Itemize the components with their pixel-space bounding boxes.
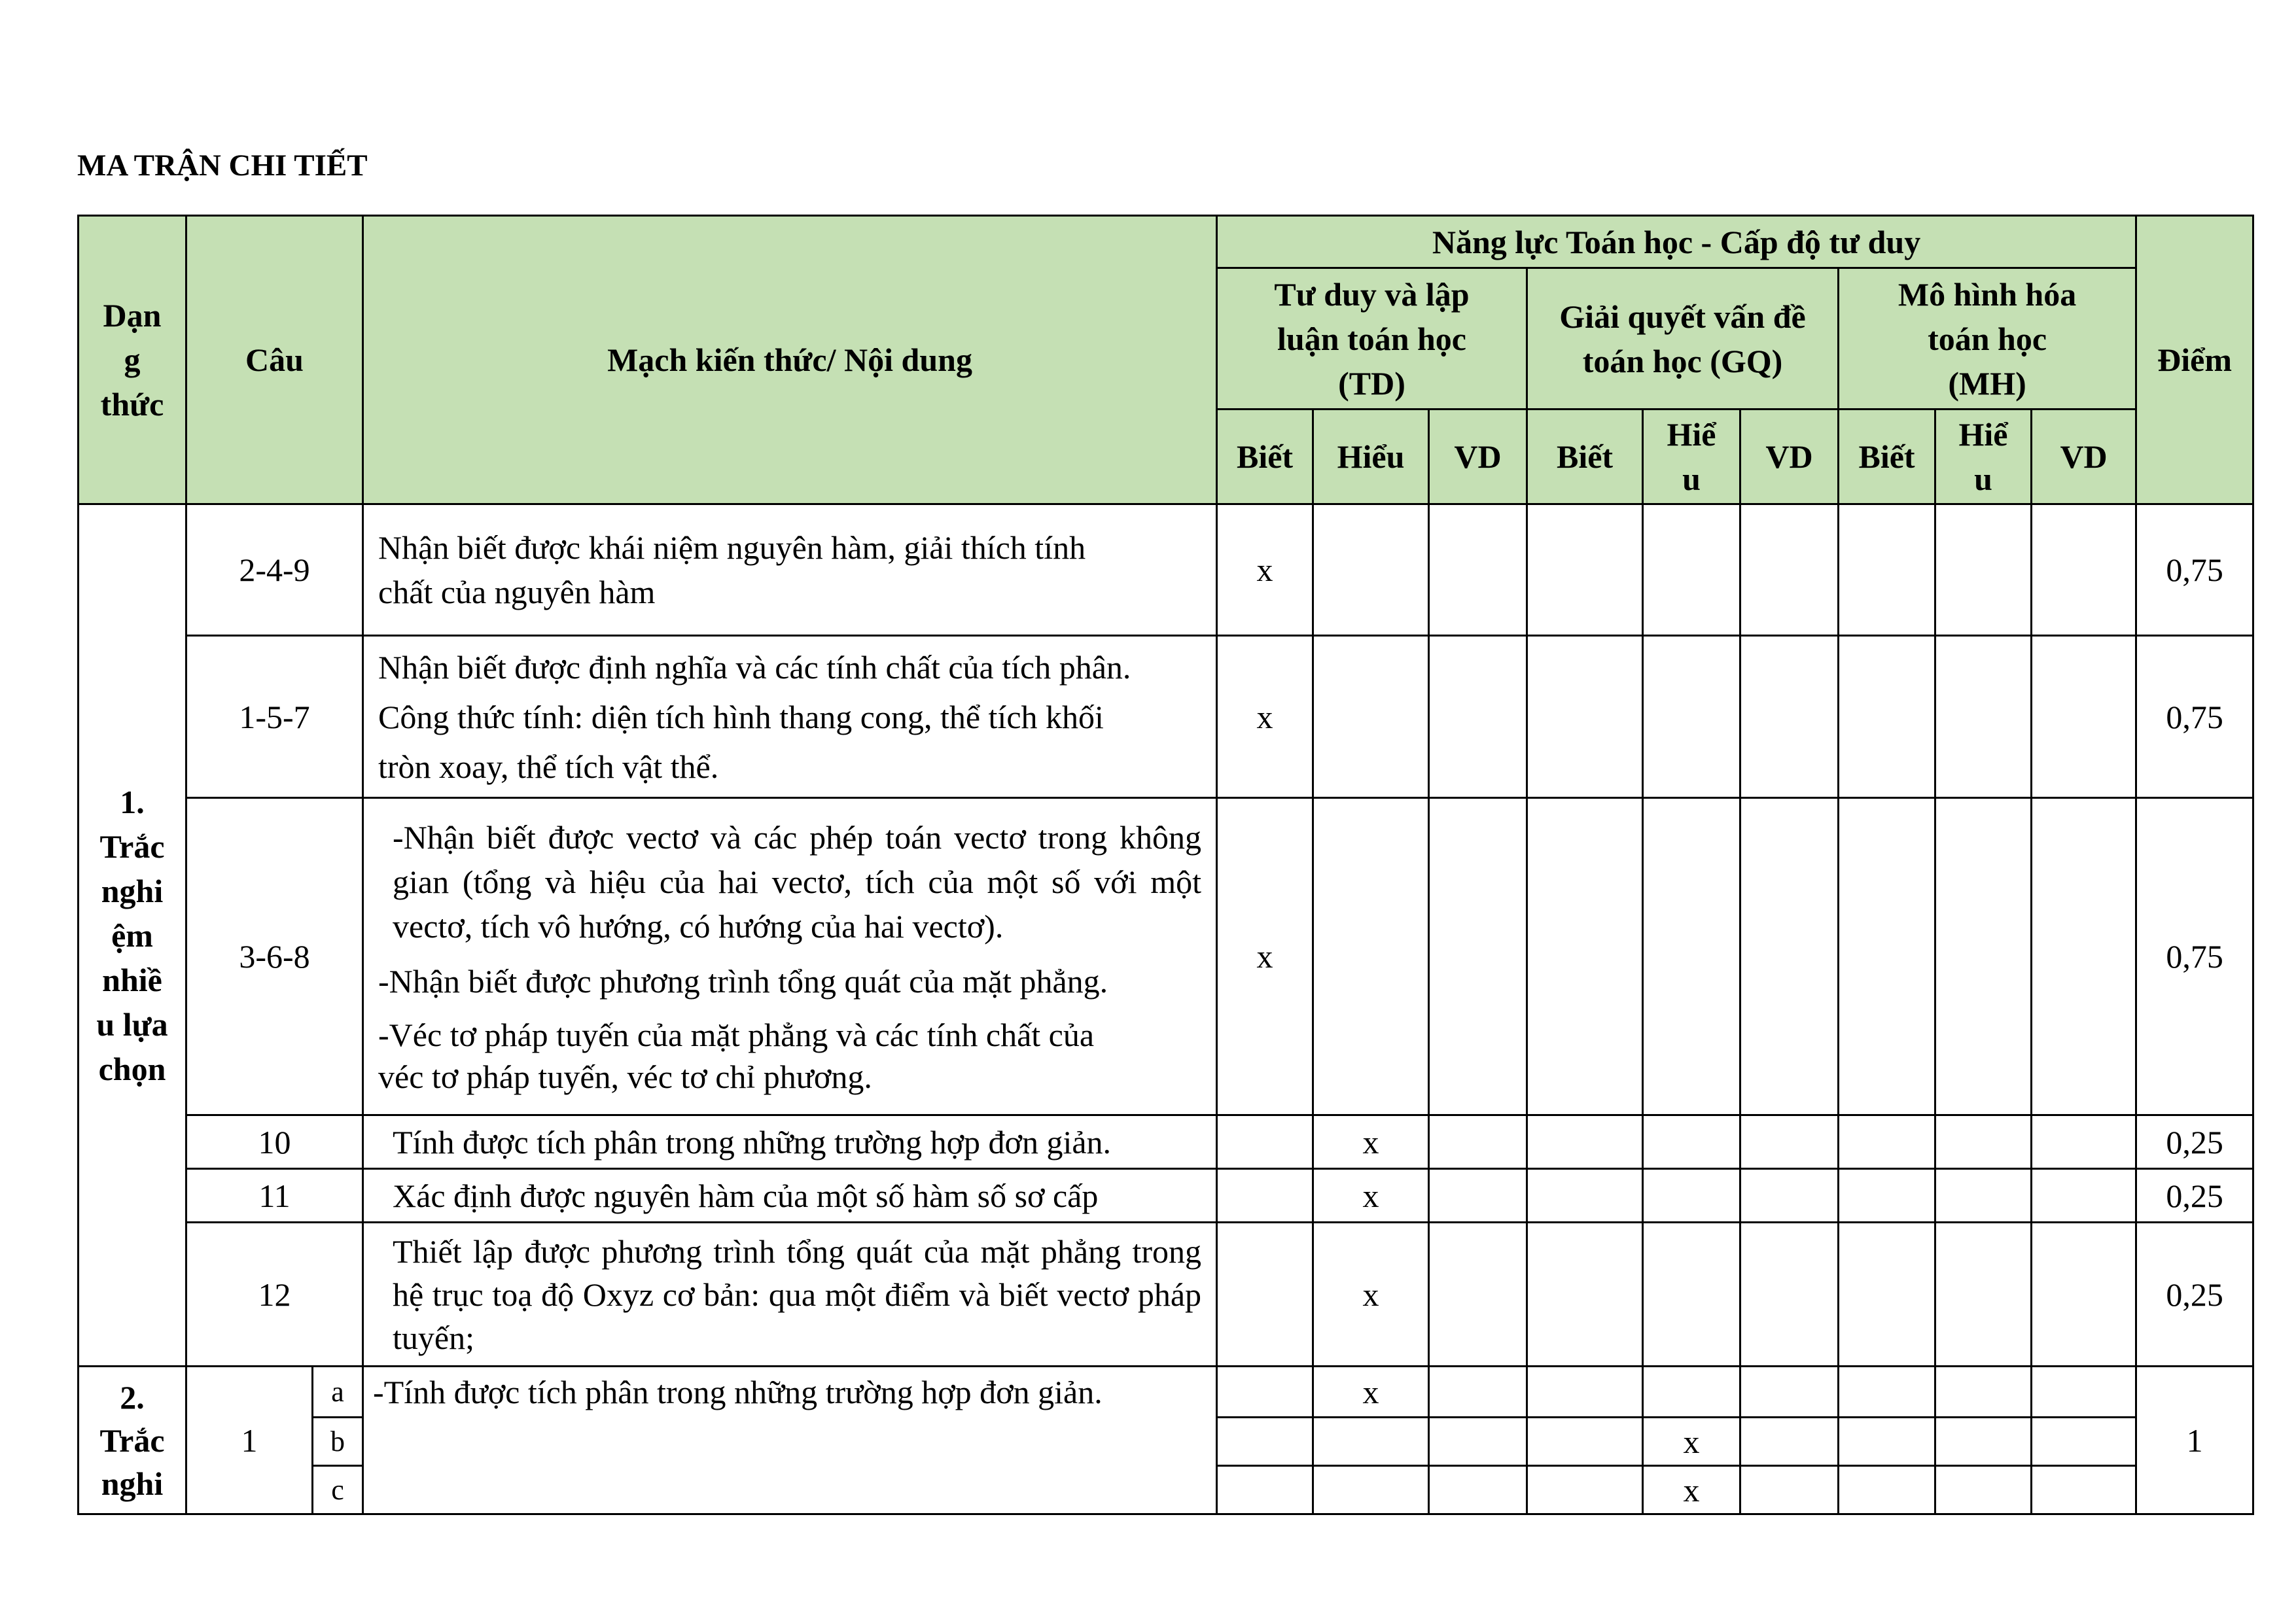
content-cell: Nhận biết được định nghĩa và các tính chất của tích phân. Công thức tính: diện tích hình thang cong, thể tích khối tròn xoay, thể tích vật thể. (363, 636, 1217, 798)
mark-cell: x (1643, 1466, 1740, 1514)
header-diem: Điểm (2136, 216, 2253, 504)
header-td-biet: Biết (1217, 410, 1313, 504)
table-row (79, 636, 2253, 798)
content-cell: Thiết lập được phương trình tổng quát của mặt phẳng trong hệ trục toạ độ Oxyz cơ bản: qua một điểm và biết vectơ pháp tuyến; (363, 1223, 1217, 1367)
page-title: MA TRẬN CHI TIẾT (77, 148, 368, 183)
cau-cell: 10 (186, 1115, 363, 1169)
cau-cell: 2-4-9 (186, 504, 363, 636)
content-cell: Nhận biết được khái niệm nguyên hàm, giải thích tính chất của nguyên hàm (363, 504, 1217, 636)
header-td-hieu: Hiểu (1313, 410, 1429, 504)
table-row (79, 1169, 2253, 1223)
header-gq-hieu: Hiể u (1643, 410, 1740, 504)
content-cell: Tính được tích phân trong những trường hợp đơn giản. (363, 1115, 1217, 1169)
header-nang-luc: Năng lực Toán học - Cấp độ tư duy (1217, 216, 2136, 268)
mark-cell: x (1643, 1418, 1740, 1466)
cau-cell: 1-5-7 (186, 636, 363, 798)
content-cell: -Nhận biết được vectơ và các phép toán vectơ trong không gian (tổng và hiệu của hai vectơ, tích của một số với một vectơ, tích vô hướng, có hướng của hai vectơ). -Nhận biết được phương trình tổng quát của mặt phẳng. -Véc tơ pháp tuyến của mặt phẳng và các tính chất của véc tơ pháp tuyến, véc tơ chỉ phương. (363, 798, 1217, 1115)
section-1-label: 1. Trắc nghi ệm nhiề u lựa chọn (79, 504, 186, 1367)
mark-cell: x (1313, 1115, 1429, 1169)
header-mh-hieu: Hiể u (1935, 410, 2032, 504)
header-group-td: Tư duy và lập luận toán học (TD) (1217, 268, 1527, 410)
sub-item-c: c (313, 1466, 363, 1514)
header-dang-thuc: Dạn g thức (79, 216, 186, 504)
header-mh-biet: Biết (1839, 410, 1935, 504)
header-group-gq: Giải quyết vấn đề toán học (GQ) (1527, 268, 1839, 410)
mark-cell: x (1217, 504, 1313, 636)
sub-item-a: a (313, 1367, 363, 1418)
mark-cell: x (1313, 1367, 1429, 1418)
diem-cell: 0,25 (2136, 1223, 2253, 1367)
header-td-vd: VD (1429, 410, 1527, 504)
header-group-mh: Mô hình hóa toán học (MH) (1839, 268, 2136, 410)
table-row (79, 1115, 2253, 1169)
detail-matrix-table (77, 215, 2254, 1515)
cau-cell: 12 (186, 1223, 363, 1367)
mark-cell: x (1217, 636, 1313, 798)
cau-cell: 1 (186, 1367, 313, 1514)
mark-cell: x (1313, 1223, 1429, 1367)
header-gq-vd: VD (1740, 410, 1839, 504)
table-row (79, 504, 2253, 636)
cau-cell: 3-6-8 (186, 798, 363, 1115)
table-row (79, 1367, 2253, 1418)
header-cau: Câu (186, 216, 363, 504)
diem-cell: 0,25 (2136, 1115, 2253, 1169)
diem-cell: 0,25 (2136, 1169, 2253, 1223)
table-row (79, 798, 2253, 1115)
section-2-label: 2. Trắc nghi (79, 1367, 186, 1514)
diem-cell: 0,75 (2136, 636, 2253, 798)
header-noi-dung: Mạch kiến thức/ Nội dung (363, 216, 1217, 504)
cau-cell: 11 (186, 1169, 363, 1223)
table-row (79, 1223, 2253, 1367)
diem-cell: 0,75 (2136, 798, 2253, 1115)
mark-cell: x (1313, 1169, 1429, 1223)
diem-cell: 1 (2136, 1367, 2253, 1514)
header-mh-vd: VD (2032, 410, 2136, 504)
mark-cell: x (1217, 798, 1313, 1115)
content-cell: Xác định được nguyên hàm của một số hàm số sơ cấp (363, 1169, 1217, 1223)
content-cell: -Tính được tích phân trong những trường hợp đơn giản. (363, 1367, 1217, 1514)
header-gq-biet: Biết (1527, 410, 1643, 504)
sub-item-b: b (313, 1418, 363, 1466)
diem-cell: 0,75 (2136, 504, 2253, 636)
